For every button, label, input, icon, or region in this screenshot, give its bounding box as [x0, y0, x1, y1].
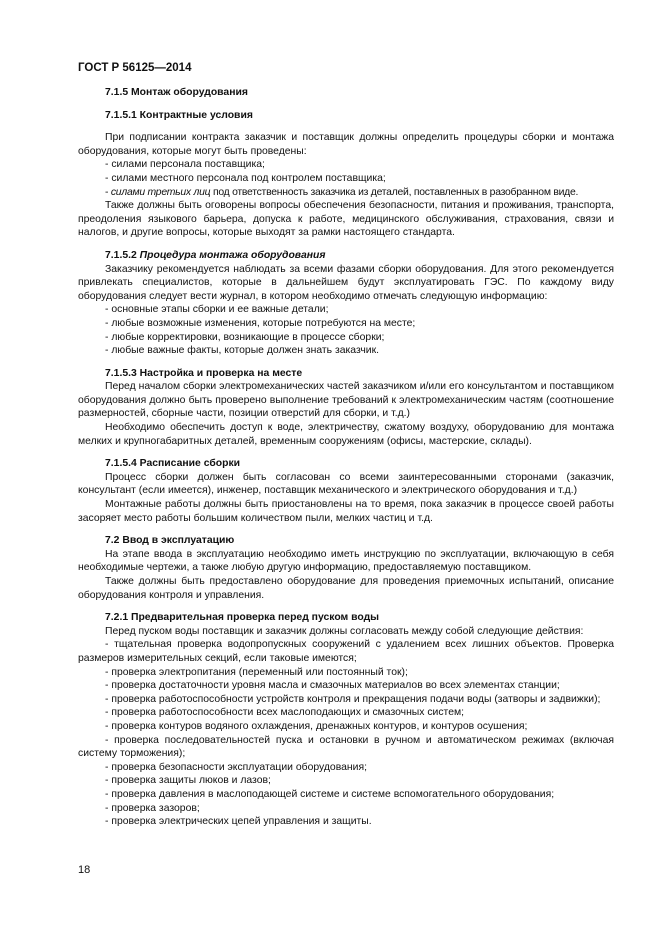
paragraph: На этапе ввода в эксплуатацию необходимо иметь инструкцию по эксплуатации, включающую в себя необходимые чертежи, а также любую другую информацию, предоставляемую поставщиком.	[78, 548, 614, 574]
paragraph: Заказчику рекомендуется наблюдать за всеми фазами сборки оборудования. Для этого рекомендуется привлекать специалистов, которые в дальнейшем будут эксплуатировать ГЭС. По каждому виду оборудования следует вести журнал, в котором необходимо отмечать следующую информацию:	[78, 263, 614, 302]
section-heading-7-2-1: 7.2.1 Предварительная проверка перед пуском воды	[105, 612, 380, 624]
section-heading-7-1-5-1: 7.1.5.1 Контрактные условия	[105, 109, 253, 121]
list-item: - любые корректировки, возникающие в процессе сборки;	[105, 331, 385, 343]
list-item: - силами персонала поставщика;	[105, 159, 265, 171]
heading-number: 7.1.5.2	[105, 249, 140, 261]
heading-title: Процедура монтажа оборудования	[139, 249, 326, 261]
page-number: 18	[78, 864, 91, 876]
list-item: - проверка давления в маслоподающей системе и системе вспомогательного оборудования;	[105, 788, 555, 800]
list-item: - проверка работоспособности устройств контроля и прекращения подачи воды (затворы и задвижки);	[105, 693, 601, 705]
list-item-text: под ответственность заказчика из деталей, поставленных в разобранном виде.	[210, 186, 579, 198]
list-item: - проверка зазоров;	[105, 802, 200, 814]
list-item: - проверка последовательностей пуска и остановки в ручном и автоматическом режимах (включая систему торможения);	[78, 734, 614, 760]
section-heading-7-2: 7.2 Ввод в эксплуатацию	[105, 535, 235, 547]
list-item: - силами третьих лиц под ответственность заказчика из деталей, поставленных в разобранном виде.	[105, 186, 579, 198]
list-item: - проверка работоспособности всех маслоподающих и смазочных систем;	[105, 707, 465, 719]
section-heading-7-1-5: 7.1.5 Монтаж оборудования	[105, 87, 248, 98]
list-item: - проверка электропитания (переменный или постоянный ток);	[105, 666, 408, 678]
paragraph: Монтажные работы должны быть приостановлены на то время, пока заказчик в процессе своей работы засоряет место работы большим количеством пыли, мелких частиц и т.д.	[78, 499, 614, 524]
list-item: - основные этапы сборки и ее важные детали;	[105, 304, 329, 316]
list-item: - проверка защиты люков и лазов;	[105, 775, 271, 787]
list-item: - проверка достаточности уровня масла и смазочных материалов во всех элементах станции;	[105, 680, 560, 692]
paragraph: Перед пуском воды поставщик и заказчик должны согласовать между собой следующие действия:	[105, 625, 584, 637]
paragraph: Перед началом сборки электромеханических частей заказчиком и/или его консультантом и поставщиком оборудования должно быть проверено выполнение требований к электромеханическим частям (соотношение размерностей, сборные части, позиции отверстий для сборки, и т.д.)	[78, 381, 614, 420]
list-item: - проверка безопасности эксплуатации оборудования;	[105, 761, 367, 773]
emphasis-text: силами третьих лиц	[110, 186, 211, 198]
list-item: - проверка электрических цепей управления и защиты.	[105, 816, 372, 828]
document-body	[78, 86, 614, 829]
list-item: - любые важные факты, которые должен знать заказчик.	[105, 345, 380, 357]
paragraph: Процесс сборки должен быть согласован со всеми заинтересованными сторонами (заказчик, консультант (если имеется), инженер, поставщик механического и электрического оборудования и т.д.)	[78, 471, 614, 497]
paragraph: Также должны быть оговорены вопросы обеспечения безопасности, питания и проживания, транспорта, преодоления языкового барьера, допуска к работе, медицинского обслуживания, страхования, связи и налогов, и другие вопросы, которые выходят за рамки настоящего стандарта.	[78, 200, 614, 239]
list-item: - тщательная проверка водопропускных сооружений с удалением всех лишних объектов. Проверка размеров измерительных секций, если таковые имеются;	[78, 639, 614, 664]
paragraph: Также должны быть предоставлено оборудование для проведения приемочных испытаний, описание оборудования контроля и управления.	[78, 576, 614, 601]
section-heading-7-1-5-4: 7.1.5.4 Расписание сборки	[105, 458, 241, 470]
paragraph: Необходимо обеспечить доступ к воде, электричеству, сжатому воздуху, оборудованию для монтажа мелких и крупногабаритных деталей, временным сооружениям (офисы, мастерские, склады).	[78, 422, 614, 447]
section-heading-7-1-5-2	[78, 249, 614, 263]
section-heading-7-1-5-3: 7.1.5.3 Настройка и проверка на месте	[105, 367, 303, 379]
paragraph: При подписании контракта заказчик и поставщик должны определить процедуры сборки и монтажа оборудования, которые могут быть проведены:	[78, 132, 614, 157]
list-item: - любые возможные изменения, которые потребуются на месте;	[105, 317, 416, 329]
list-item: - проверка контуров водяного охлаждения, дренажных контуров, и контуров осушения;	[105, 720, 528, 732]
document-header: ГОСТ Р 56125—2014	[78, 62, 192, 74]
list-item: - силами местного персонала под контролем поставщика;	[105, 172, 386, 184]
